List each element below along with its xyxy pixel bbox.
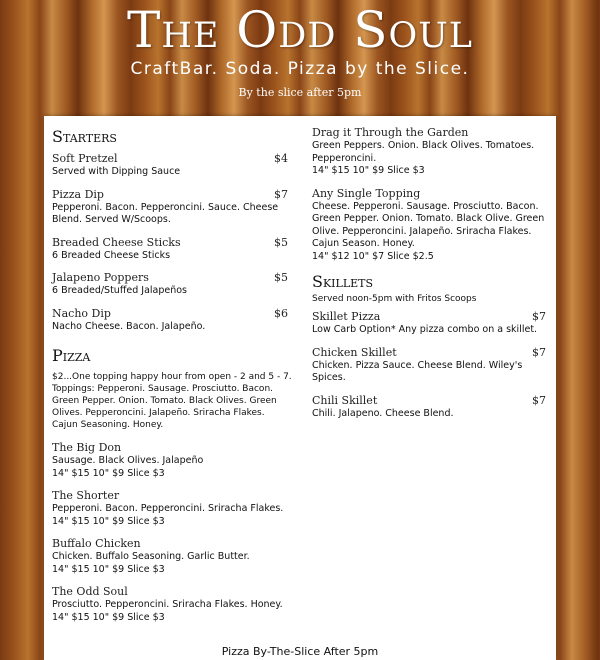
skillets-title: Skillets — [312, 272, 374, 291]
menu-item-header — [52, 489, 292, 503]
menu-item-name: Pizza Dip — [52, 187, 104, 201]
menu-item-price: $5 — [274, 235, 288, 249]
menu-item-description: Nacho Cheese. Bacon. Jalapeño. — [52, 320, 206, 332]
skillets-list — [312, 310, 550, 420]
menu-footer: Pizza By-The-Slice After 5pm — [221, 645, 379, 658]
menu-item-name: The Shorter — [52, 489, 120, 502]
menu-item-description: Low Carb Option* Any pizza combo on a skillet. — [312, 324, 538, 335]
menu-item-price: $7 — [532, 345, 546, 359]
menu-item — [52, 271, 292, 298]
right-column — [312, 126, 550, 429]
menu-item — [52, 152, 292, 179]
menu-item — [312, 346, 550, 385]
menu-item-name: Buffalo Chicken — [52, 537, 141, 550]
menu-item-price: $7 — [274, 187, 288, 201]
menu-item-header — [52, 236, 292, 250]
menu-item-price: $7 — [532, 310, 546, 323]
menu-item — [312, 187, 550, 264]
menu-item-header — [312, 126, 550, 140]
menu-item-description: Prosciutto. Pepperoncini. Sriracha Flakes. Honey. — [52, 599, 283, 610]
menu-item-name: Breaded Cheese Sticks — [52, 235, 181, 249]
menu-item-sizes: 14" $15 10" $9 Slice $3 — [312, 165, 425, 176]
menu-item-name: Jalapeno Poppers — [52, 271, 149, 284]
menu-item-price: $7 — [532, 393, 546, 407]
menu-item — [52, 441, 292, 480]
starters-title: Starters — [52, 127, 117, 146]
menu-item-header — [52, 441, 292, 455]
menu-item-header — [312, 187, 550, 201]
menu-item-header — [312, 346, 550, 360]
menu-item-description: Sausage. Black Olives. Jalapeño — [52, 455, 204, 466]
menu-item-price: $5 — [274, 271, 288, 284]
menu-item-sizes: 14" $15 10" $9 Slice $3 — [52, 611, 165, 623]
menu-item-name: The Big Don — [52, 441, 122, 454]
menu-item-description: 6 Breaded/Stuffed Jalapeños — [52, 285, 188, 296]
menu-item-sizes: 14" $15 10" $9 Slice $3 — [52, 515, 165, 527]
menu-item-header — [52, 585, 292, 599]
menu-item — [52, 537, 292, 576]
menu-item-name: Chicken Skillet — [312, 345, 397, 359]
menu-item-description: Served with Dipping Sauce — [52, 166, 181, 177]
right-pizza-list — [312, 126, 550, 263]
menu-item-header — [52, 537, 292, 551]
menu-item-description: 6 Breaded Cheese Sticks — [52, 249, 171, 261]
menu-item — [52, 307, 292, 334]
menu-item — [312, 126, 550, 178]
menu-item-header — [52, 271, 292, 285]
starters-list — [52, 152, 292, 333]
menu-item — [52, 585, 292, 624]
menu-item-sizes: 14" $12 10" $7 Slice $2.5 — [312, 250, 434, 262]
menu-item-sizes: 14" $15 10" $9 Slice $3 — [52, 563, 165, 575]
menu-item-name: Skillet Pizza — [312, 310, 381, 323]
skillets-subtitle: Served noon-5pm with Fritos Scoops — [312, 294, 477, 304]
menu-item — [52, 489, 292, 528]
menu-item — [52, 188, 292, 227]
menu-item-sizes: 14" $15 10" $9 Slice $3 — [52, 467, 165, 479]
menu-item-header — [312, 394, 550, 408]
menu-item-description: Cheese. Pepperoni. Sausage. Prosciutto. Bacon. Green Pepper. Onion. Tomato. Black Olive. Green Olive. Pepperoncini. Jalapeño. Sriracha Flakes. Cajun Season. Honey. — [312, 200, 545, 249]
left-column — [52, 126, 292, 633]
menu-item-description: Chili. Jalapeno. Cheese Blend. — [312, 407, 454, 419]
menu-item-name: Chili Skillet — [312, 393, 378, 407]
menu-item-name: Drag it Through the Garden — [312, 126, 469, 139]
menu-item — [52, 236, 292, 263]
menu-item-name: Nacho Dip — [52, 306, 111, 320]
menu-item-name: Soft Pretzel — [52, 152, 118, 165]
pizza-toppings-desc: $2...One topping happy hour from open - 2 and 5 - 7. Toppings: Pepperoni. Sausage. Prosciutto. Bacon. Green Pepper. Onion. Tomato. Black Olives. Green Olives. Pepperoncini. Jalapeño. Sriracha Flakes. Cajun Seasoning. Honey. — [52, 372, 292, 430]
menu-item-description: Chicken. Buffalo Seasoning. Garlic Butter. — [52, 551, 250, 562]
menu-paper — [44, 116, 556, 660]
menu-item — [312, 394, 550, 421]
menu-item-name: The Odd Soul — [52, 585, 128, 598]
pizza-list — [52, 441, 292, 624]
menu-header — [0, 0, 600, 99]
menu-item-header — [52, 188, 292, 202]
menu-item-header — [52, 307, 292, 321]
menu-item-description: Green Peppers. Onion. Black Olives. Tomatoes. Pepperoncini. — [312, 140, 535, 164]
menu-item-price: $6 — [274, 306, 288, 320]
restaurant-title: The Odd Soul — [126, 1, 473, 59]
menu-item-header — [52, 152, 292, 166]
menu-item-description: Pepperoni. Bacon. Pepperoncini. Sriracha Flakes. — [52, 503, 284, 514]
restaurant-tagline: CraftBar. Soda. Pizza by the Slice. — [130, 59, 470, 79]
menu-item-name: Any Single Topping — [312, 186, 421, 200]
menu-item — [312, 310, 550, 337]
pizza-title: Pizza — [52, 346, 91, 365]
menu-item-description: Chicken. Pizza Sauce. Cheese Blend. Wiley's Spices. — [312, 359, 523, 383]
menu-item-price: $4 — [274, 152, 288, 165]
slice-note: By the slice after 5pm — [238, 86, 362, 99]
menu-item-description: Pepperoni. Bacon. Pepperoncini. Sauce. Cheese Blend. Served W/Scoops. — [52, 201, 279, 225]
menu-item-header — [312, 310, 550, 324]
